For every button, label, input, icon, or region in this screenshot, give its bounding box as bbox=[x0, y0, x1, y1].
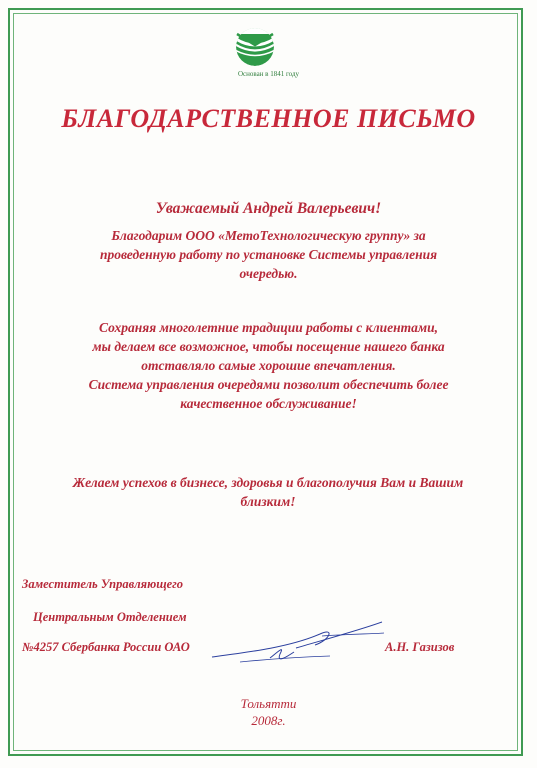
signatory-name: А.Н. Газизов bbox=[385, 640, 455, 654]
tradition-line: Сохраняя многолетние традиции работы с клиентами, bbox=[98, 320, 439, 335]
page-title: БЛАГОДАРСТВЕННОЕ ПИСЬМО bbox=[61, 104, 476, 133]
signatory-position-line1: Заместитель Управляющего bbox=[22, 577, 184, 591]
tradition-paragraph bbox=[30, 318, 507, 413]
thanks-line: проведенную работу по установке Системы управления bbox=[99, 247, 438, 262]
thanks-line: Благодарим ООО «МетоТехнологическую группу» за bbox=[111, 228, 426, 243]
sberbank-logo-icon bbox=[233, 25, 277, 69]
year: 2008г. bbox=[251, 713, 286, 728]
founded-caption: Основан в 1841 году bbox=[237, 70, 300, 78]
signatory-position-line3: №4257 Сбербанка России ОАО bbox=[22, 640, 190, 654]
city-date bbox=[0, 695, 537, 729]
signatory-position-line2: Центральным Отделением bbox=[33, 610, 187, 624]
wish-line: Желаем успехов в бизнесе, здоровья и благополучия Вам и Вашим bbox=[72, 475, 464, 490]
wishes-paragraph bbox=[18, 473, 518, 511]
thanks-line: очередью. bbox=[239, 266, 298, 281]
handwritten-signature bbox=[210, 612, 385, 672]
tradition-line: качественное обслуживание! bbox=[180, 396, 357, 411]
tradition-line: отставляло самые хорошие впечатления. bbox=[141, 358, 396, 373]
greeting: Уважаемый Андрей Валерьевич! bbox=[155, 200, 382, 217]
wish-line: близким! bbox=[240, 494, 296, 509]
tradition-line: мы делаем все возможное, чтобы посещение нашего банка bbox=[92, 339, 445, 354]
city: Тольятти bbox=[240, 696, 297, 711]
tradition-line: Система управления очередями позволит обеспечить более bbox=[88, 377, 449, 392]
thanks-paragraph bbox=[30, 226, 507, 283]
